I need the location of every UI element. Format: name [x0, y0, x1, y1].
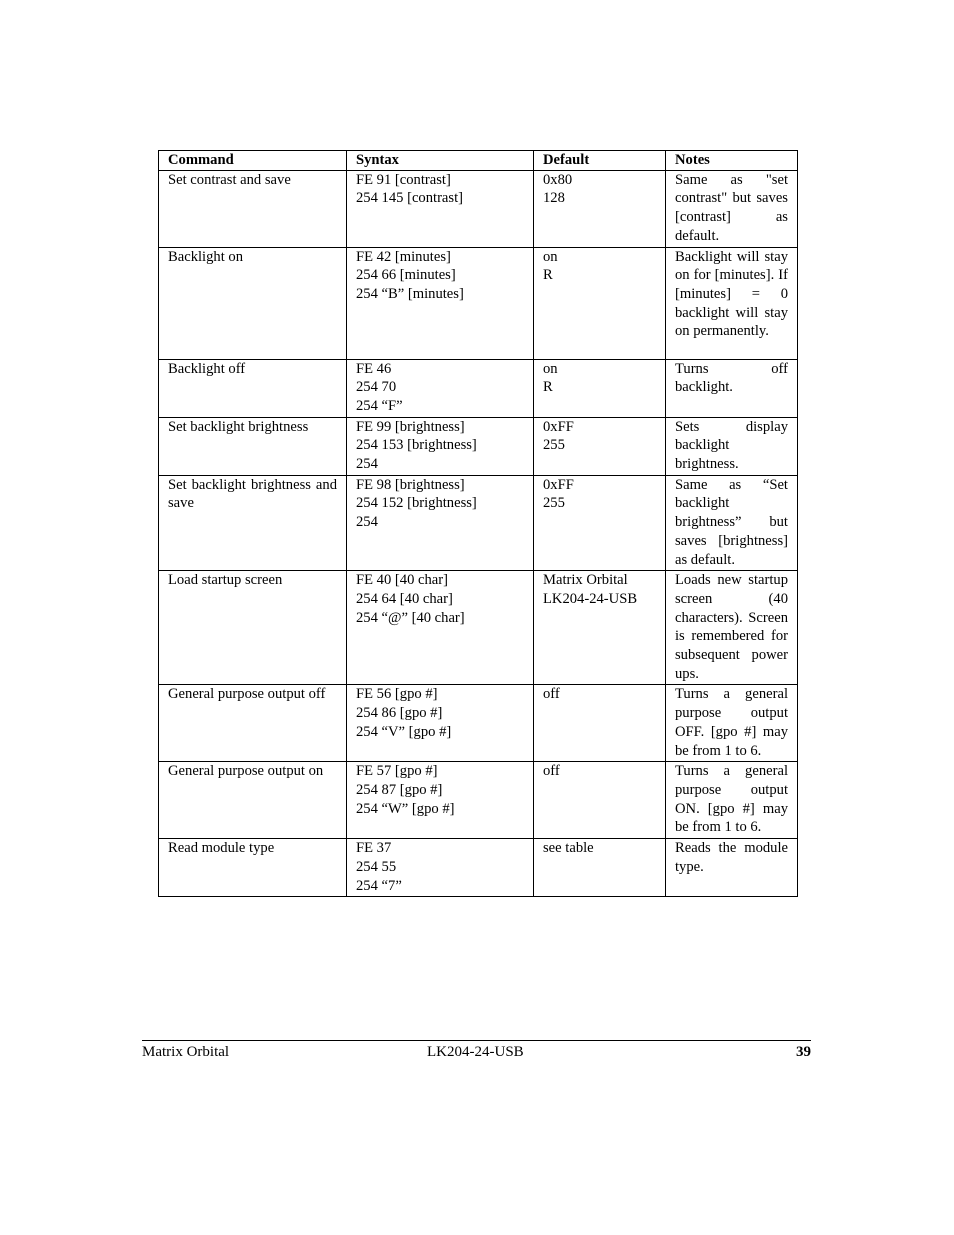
default-line: 0xFF: [543, 418, 574, 435]
default-line: on: [543, 248, 558, 265]
default-line: 0xFF: [543, 476, 574, 493]
command-text: Set backlight brightness: [168, 418, 309, 435]
command-text: Set backlight brightness and save: [168, 476, 337, 512]
syntax-line: 254 “F”: [356, 397, 403, 414]
default-line: on: [543, 360, 558, 377]
syntax-line: FE 57 [gpo #]: [356, 763, 438, 780]
table-row: [159, 417, 798, 475]
syntax-line: FE 56 [gpo #]: [356, 686, 438, 703]
table-row: [159, 762, 798, 839]
default-line: 128: [543, 190, 565, 207]
command-cell: [159, 571, 347, 685]
syntax-cell: [347, 170, 534, 247]
command-text: General purpose output off: [168, 686, 326, 703]
default-cell: [534, 762, 666, 839]
notes-text: Turns a general purpose output OFF. [gpo #] may be from 1 to 6.: [675, 686, 788, 759]
table-row: [159, 170, 798, 247]
default-line: 0x80: [543, 171, 573, 188]
notes-cell: [666, 571, 798, 685]
notes-cell: [666, 762, 798, 839]
notes-cell: [666, 839, 798, 897]
syntax-line: 254 153 [brightness]: [356, 437, 477, 454]
syntax-line: 254 152 [brightness]: [356, 495, 477, 512]
command-text: Load startup screen: [168, 572, 283, 589]
notes-cell: [666, 247, 798, 359]
notes-text: Turns off backlight.: [675, 360, 788, 396]
table-header-row: [159, 151, 798, 171]
table-row: [159, 475, 798, 571]
syntax-cell: [347, 571, 534, 685]
syntax-line: 254 “7”: [356, 877, 402, 894]
default-cell: [534, 839, 666, 897]
command-text: Backlight off: [168, 360, 246, 377]
syntax-line: 254 55: [356, 858, 397, 875]
notes-cell: [666, 685, 798, 762]
table-row: [159, 685, 798, 762]
syntax-cell: [347, 839, 534, 897]
command-cell: [159, 247, 347, 359]
command-text: Set contrast and save: [168, 171, 291, 188]
notes-text: Same as “Set backlight brightness” but saves [brightness] as default.: [675, 476, 788, 568]
notes-cell: [666, 417, 798, 475]
syntax-cell: [347, 475, 534, 571]
header-command: Command: [159, 151, 347, 171]
syntax-line: 254 145 [contrast]: [356, 190, 463, 207]
syntax-line: FE 46: [356, 360, 392, 377]
default-line: 255: [543, 495, 565, 512]
table-body: [159, 170, 798, 897]
syntax-line: 254 64 [40 char]: [356, 590, 453, 607]
command-cell: [159, 359, 347, 417]
footer-model: LK204-24-USB: [427, 1044, 524, 1060]
default-cell: [534, 247, 666, 359]
default-line: R: [543, 379, 553, 396]
syntax-line: 254 87 [gpo #]: [356, 781, 443, 798]
header-syntax: Syntax: [347, 151, 534, 171]
command-cell: [159, 685, 347, 762]
default-cell: [534, 685, 666, 762]
syntax-line: FE 98 [brightness]: [356, 476, 465, 493]
notes-cell: [666, 359, 798, 417]
notes-cell: [666, 170, 798, 247]
syntax-line: 254 86 [gpo #]: [356, 705, 443, 722]
syntax-line: 254 “W” [gpo #]: [356, 800, 455, 817]
default-line: 255: [543, 437, 565, 454]
syntax-cell: [347, 247, 534, 359]
syntax-line: 254: [356, 514, 378, 531]
command-cell: [159, 170, 347, 247]
command-table: [158, 150, 798, 897]
page-number: 39: [796, 1044, 811, 1060]
default-line: see table: [543, 840, 594, 857]
footer-company: Matrix Orbital: [142, 1044, 230, 1060]
table-row: [159, 247, 798, 359]
default-line: off: [543, 763, 560, 780]
table-row: [159, 839, 798, 897]
command-cell: [159, 762, 347, 839]
table-row: [159, 359, 798, 417]
syntax-cell: [347, 685, 534, 762]
command-cell: [159, 417, 347, 475]
default-cell: [534, 417, 666, 475]
syntax-line: 254 “@” [40 char]: [356, 609, 465, 626]
syntax-cell: [347, 417, 534, 475]
notes-cell: [666, 475, 798, 571]
command-text: Backlight on: [168, 248, 243, 265]
default-line: Matrix Orbital: [543, 572, 628, 589]
default-line: off: [543, 686, 560, 703]
syntax-line: FE 91 [contrast]: [356, 171, 451, 188]
syntax-line: FE 99 [brightness]: [356, 418, 465, 435]
default-cell: [534, 475, 666, 571]
syntax-line: 254 “B” [minutes]: [356, 285, 464, 302]
table-row: [159, 571, 798, 685]
syntax-line: FE 42 [minutes]: [356, 248, 451, 265]
syntax-line: 254 70: [356, 379, 397, 396]
notes-text: Loads new startup screen (40 characters). Screen is remembered for subsequent power ups.: [675, 572, 788, 682]
default-cell: [534, 170, 666, 247]
command-text: Read module type: [168, 840, 275, 857]
default-cell: [534, 359, 666, 417]
syntax-cell: [347, 762, 534, 839]
syntax-line: 254: [356, 456, 378, 473]
syntax-line: 254 66 [minutes]: [356, 267, 456, 284]
notes-text: Turns a general purpose output ON. [gpo #] may be from 1 to 6.: [675, 763, 788, 836]
syntax-cell: [347, 359, 534, 417]
notes-text: Sets display backlight brightness.: [675, 418, 788, 473]
footer-rule: [142, 1040, 811, 1041]
notes-text: Same as "set contrast" but saves [contrast] as default.: [675, 171, 788, 244]
default-line: R: [543, 267, 553, 284]
syntax-line: FE 37: [356, 840, 392, 857]
notes-text: Backlight will stay on for [minutes]. If [minutes] = 0 backlight will stay on permanently.: [675, 248, 788, 340]
default-cell: [534, 571, 666, 685]
syntax-line: FE 40 [40 char]: [356, 572, 448, 589]
command-cell: [159, 475, 347, 571]
command-text: General purpose output on: [168, 763, 324, 780]
notes-text: Reads the module type.: [675, 840, 788, 875]
header-notes: Notes: [666, 151, 798, 171]
syntax-line: 254 “V” [gpo #]: [356, 723, 452, 740]
command-cell: [159, 839, 347, 897]
header-default: Default: [534, 151, 666, 171]
default-line: LK204-24-USB: [543, 590, 638, 607]
